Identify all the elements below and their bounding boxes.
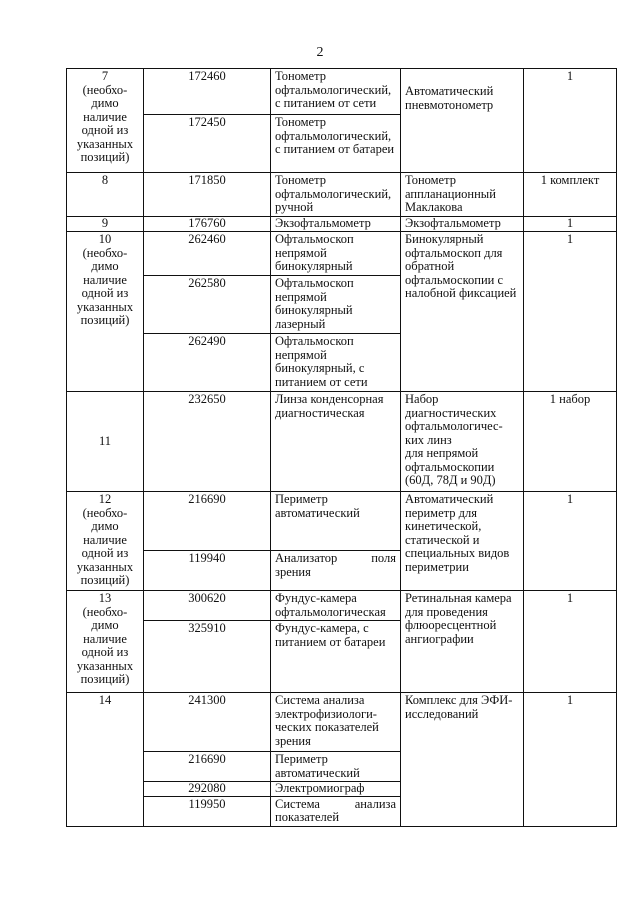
code-cell: 292080: [144, 782, 271, 797]
quantity-cell: 1: [524, 69, 617, 173]
requirement-cell: Автоматический пневмотонометр: [401, 69, 524, 173]
quantity-cell: 1: [524, 591, 617, 693]
name-cell: Периметр автоматический: [271, 492, 401, 551]
code-cell: 176760: [144, 217, 271, 232]
table-row: [67, 217, 617, 232]
code-cell: 262580: [144, 276, 271, 334]
code-cell: 300620: [144, 591, 271, 621]
requirement-cell: Автоматический периметр для кинетической, статической и специальных видов периметрии: [401, 492, 524, 591]
name-cell: Фундус-камера офтальмологическая: [271, 591, 401, 621]
table-row: [67, 69, 617, 115]
name-cell: Тонометр офтальмологический, ручной: [271, 173, 401, 217]
code-cell: 119950: [144, 796, 271, 826]
quantity-cell: 1: [524, 217, 617, 232]
code-cell: 232650: [144, 392, 271, 492]
quantity-cell: 1: [524, 492, 617, 591]
row-number-cell: 11: [67, 392, 144, 492]
row-number-cell: 7 (необхо- димо наличие одной из указанных позиций): [67, 69, 144, 173]
row-number-cell: 10 (необхо- димо наличие одной из указанных позиций): [67, 232, 144, 392]
name-cell: Офтальмоскоп непрямой бинокулярный: [271, 232, 401, 276]
name-cell: Периметр автоматический: [271, 752, 401, 782]
code-cell: 172460: [144, 69, 271, 115]
table-row: [67, 392, 617, 492]
quantity-cell: 1 набор: [524, 392, 617, 492]
row-number-cell: 12 (необхо- димо наличие одной из указанных позиций): [67, 492, 144, 591]
quantity-cell: 1: [524, 693, 617, 827]
table-row: [67, 173, 617, 217]
quantity-cell: 1 комплект: [524, 173, 617, 217]
name-cell: Фундус-камера, с питанием от батареи: [271, 621, 401, 693]
code-cell: 262460: [144, 232, 271, 276]
name-cell: Офтальмоскоп непрямой бинокулярный, с питанием от сети: [271, 334, 401, 392]
quantity-cell: 1: [524, 232, 617, 392]
code-cell: 172450: [144, 115, 271, 173]
requirement-cell: Тонометр аппланационный Маклакова: [401, 173, 524, 217]
code-cell: 216690: [144, 752, 271, 782]
code-cell: 119940: [144, 551, 271, 591]
name-cell: Система анализа электрофизиологи-ческих показателей зрения: [271, 693, 401, 752]
table-row: [67, 693, 617, 752]
name-cell: Тонометр офтальмологический, с питанием от батареи: [271, 115, 401, 173]
requirement-cell: Комплекс для ЭФИ-исследований: [401, 693, 524, 827]
name-cell: Анализатор поля зрения: [271, 551, 401, 591]
table-row: [67, 492, 617, 551]
name-cell: Линза конденсорная диагностическая: [271, 392, 401, 492]
requirement-cell: Набор диагностических офтальмологичес- ких линз для непрямой офтальмоскопии (60Д, 78Д и 90Д): [401, 392, 524, 492]
code-cell: 262490: [144, 334, 271, 392]
row-number-cell: 13 (необхо- димо наличие одной из указанных позиций): [67, 591, 144, 693]
code-cell: 241300: [144, 693, 271, 752]
equipment-table: [66, 68, 617, 827]
row-number-cell: 8: [67, 173, 144, 217]
row-number-cell: 14: [67, 693, 144, 827]
code-cell: 216690: [144, 492, 271, 551]
page-number: 2: [316, 45, 324, 60]
table-row: [67, 232, 617, 276]
requirement-cell: Бинокулярный офтальмоскоп для обратной офтальмоскопии с налобной фиксацией: [401, 232, 524, 392]
requirement-cell: Экзофтальмометр: [401, 217, 524, 232]
code-cell: 325910: [144, 621, 271, 693]
row-number-cell: 9: [67, 217, 144, 232]
name-cell: Тонометр офтальмологический, с питанием от сети: [271, 69, 401, 115]
name-cell: Офтальмоскоп непрямой бинокулярный лазерный: [271, 276, 401, 334]
table-row: [67, 591, 617, 621]
name-cell: Экзофтальмометр: [271, 217, 401, 232]
requirement-cell: Ретинальная камера для проведения флюоресцентной ангиографии: [401, 591, 524, 693]
code-cell: 171850: [144, 173, 271, 217]
name-cell: Электромиограф: [271, 782, 401, 797]
name-cell: Система анализа показателей: [271, 796, 401, 826]
